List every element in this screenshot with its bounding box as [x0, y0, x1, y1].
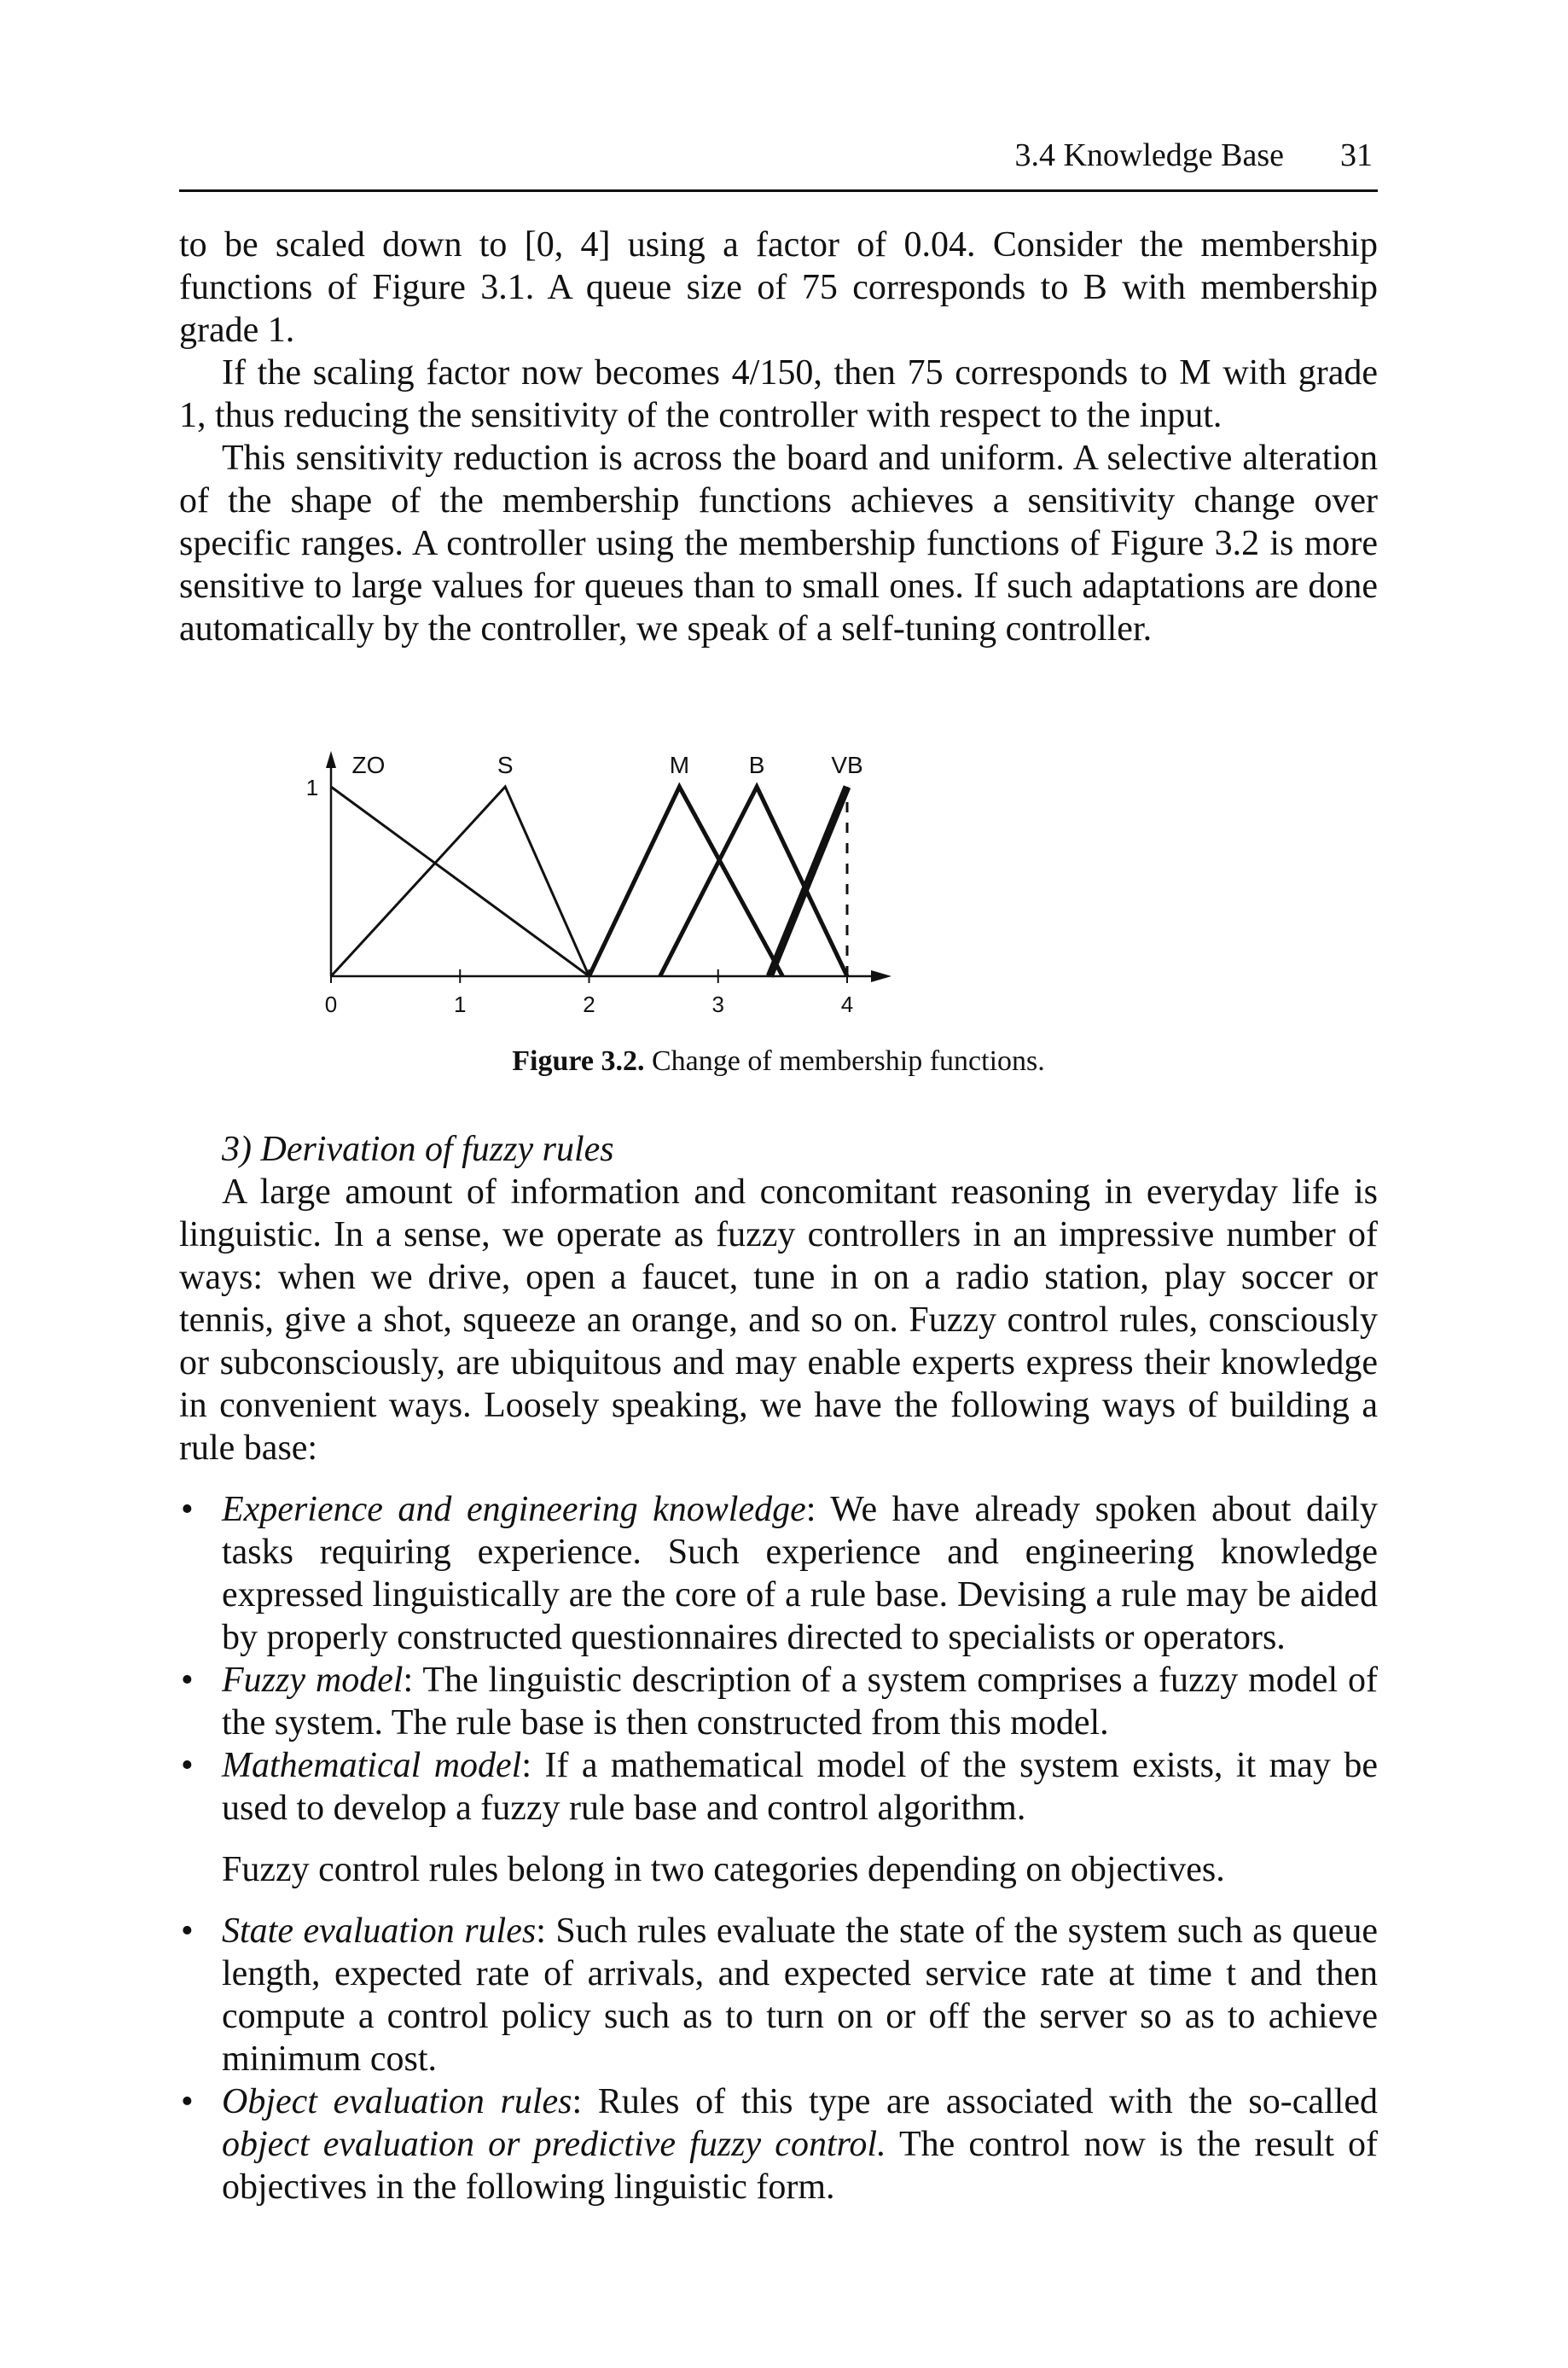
list-item-text: : Rules of this type are associated with the so-called	[572, 2082, 1378, 2121]
series-b	[660, 787, 847, 976]
list-item-term: Object evaluation rules	[222, 2082, 572, 2121]
series-m	[589, 787, 783, 976]
section-title: 3.4 Knowledge Base	[1014, 137, 1284, 173]
membership-chart	[179, 669, 1378, 1044]
paragraph: to be scaled down to [0, 4] using a factor of 0.04. Consider the membership functions of Figure 3.1. A queue size of 75 corresponds to B with membership grade 1.	[179, 225, 1378, 350]
list-item-text: : The linguistic description of a system comprises a fuzzy model of the system. The rule base is then constructed from this model.	[222, 1661, 1378, 1743]
y-tick-label: 1	[305, 775, 319, 800]
x-tick-label: 3	[711, 992, 724, 1017]
y-axis-arrow	[326, 751, 336, 768]
series-label-s: S	[497, 752, 514, 778]
list-item-term: State evaluation rules	[222, 1911, 537, 1951]
list-item-text: : We have already spoken about daily tasks requiring experience. Such experience and engineering knowledge expressed linguistically are the core of a rule base. Devising a rule may be aided by properly constructed questionnaires directed to specialists or operators.	[222, 1490, 1378, 1657]
series-label-zo: ZO	[351, 752, 386, 778]
rule-base-methods-list	[179, 1488, 1378, 1830]
series-zo	[331, 787, 589, 976]
list-item-text: The control now is the result of objectives in the following linguistic form.	[222, 2125, 1378, 2207]
list-item-term: Fuzzy model	[222, 1661, 404, 1700]
paragraph: This sensitivity reduction is across the board and uniform. A selective alteration of the shape of the membership functions achieves a sensitivity change over specific ranges. A controller using the membership functions of Figure 3.2 is more sensitive to large values for queues than to small ones. If such adaptations are done automatically by the controller, we speak of a self-tuning controller.	[179, 439, 1378, 649]
x-tick-label: 4	[840, 992, 854, 1017]
paragraph: A large amount of information and concomitant reasoning in everyday life is linguistic. In a sense, we operate as fuzzy controllers in an impressive number of ways: when we drive, open a faucet, tune in on a radio station, play soccer or tennis, give a shot, squeeze an orange, and so on. Fuzzy control rules, consciously or subconsciously, are ubiquitous and may enable experts express their knowledge in convenient ways. Loosely speaking, we have the following ways of building a rule base:	[179, 1172, 1378, 1468]
list-item-emphasis: object evaluation or predictive fuzzy control.	[222, 2125, 886, 2164]
list-item-term: Experience and engineering knowledge	[222, 1490, 806, 1529]
figure-caption	[179, 1044, 1378, 1079]
figure-3-2	[179, 669, 1378, 1079]
list-item-term: Mathematical model	[222, 1746, 522, 1785]
rule-categories-list	[179, 1910, 1378, 2208]
x-tick-label: 2	[583, 992, 595, 1017]
subheading: 3) Derivation of fuzzy rules	[222, 1130, 614, 1169]
list-item	[179, 2080, 1378, 2208]
figure-label: Figure 3.2.	[512, 1045, 645, 1077]
page-number: 31	[1340, 137, 1373, 173]
list-item	[179, 1910, 1378, 2080]
x-tick-label: 1	[454, 992, 467, 1017]
series-label-vb: VB	[831, 752, 863, 778]
x-tick-label: 0	[324, 992, 338, 1017]
page-body	[179, 224, 1378, 2208]
list-item	[179, 1659, 1378, 1744]
list-item-text: : If a mathematical model of the system exists, it may be used to develop a fuzzy rule base and control algorithm.	[222, 1746, 1378, 1828]
series-label-b: B	[748, 752, 765, 778]
series-label-m: M	[669, 752, 690, 778]
figure-caption-text: Change of membership functions.	[651, 1045, 1045, 1077]
paragraph: If the scaling factor now becomes 4/150, then 75 corresponds to M with grade 1, thus reducing the sensitivity of the controller with respect to the input.	[179, 353, 1378, 435]
list-item	[179, 1744, 1378, 1830]
x-axis-arrow	[871, 970, 891, 982]
paragraph: Fuzzy control rules belong in two categories depending on objectives.	[222, 1850, 1225, 1889]
running-header	[179, 128, 1378, 192]
list-item-text: : Such rules evaluate the state of the system such as queue length, expected rate of arrivals, and expected service rate at time t and then compute a control policy such as to turn on or off the server so as to achieve minimum cost.	[222, 1911, 1378, 2079]
list-item	[179, 1488, 1378, 1659]
